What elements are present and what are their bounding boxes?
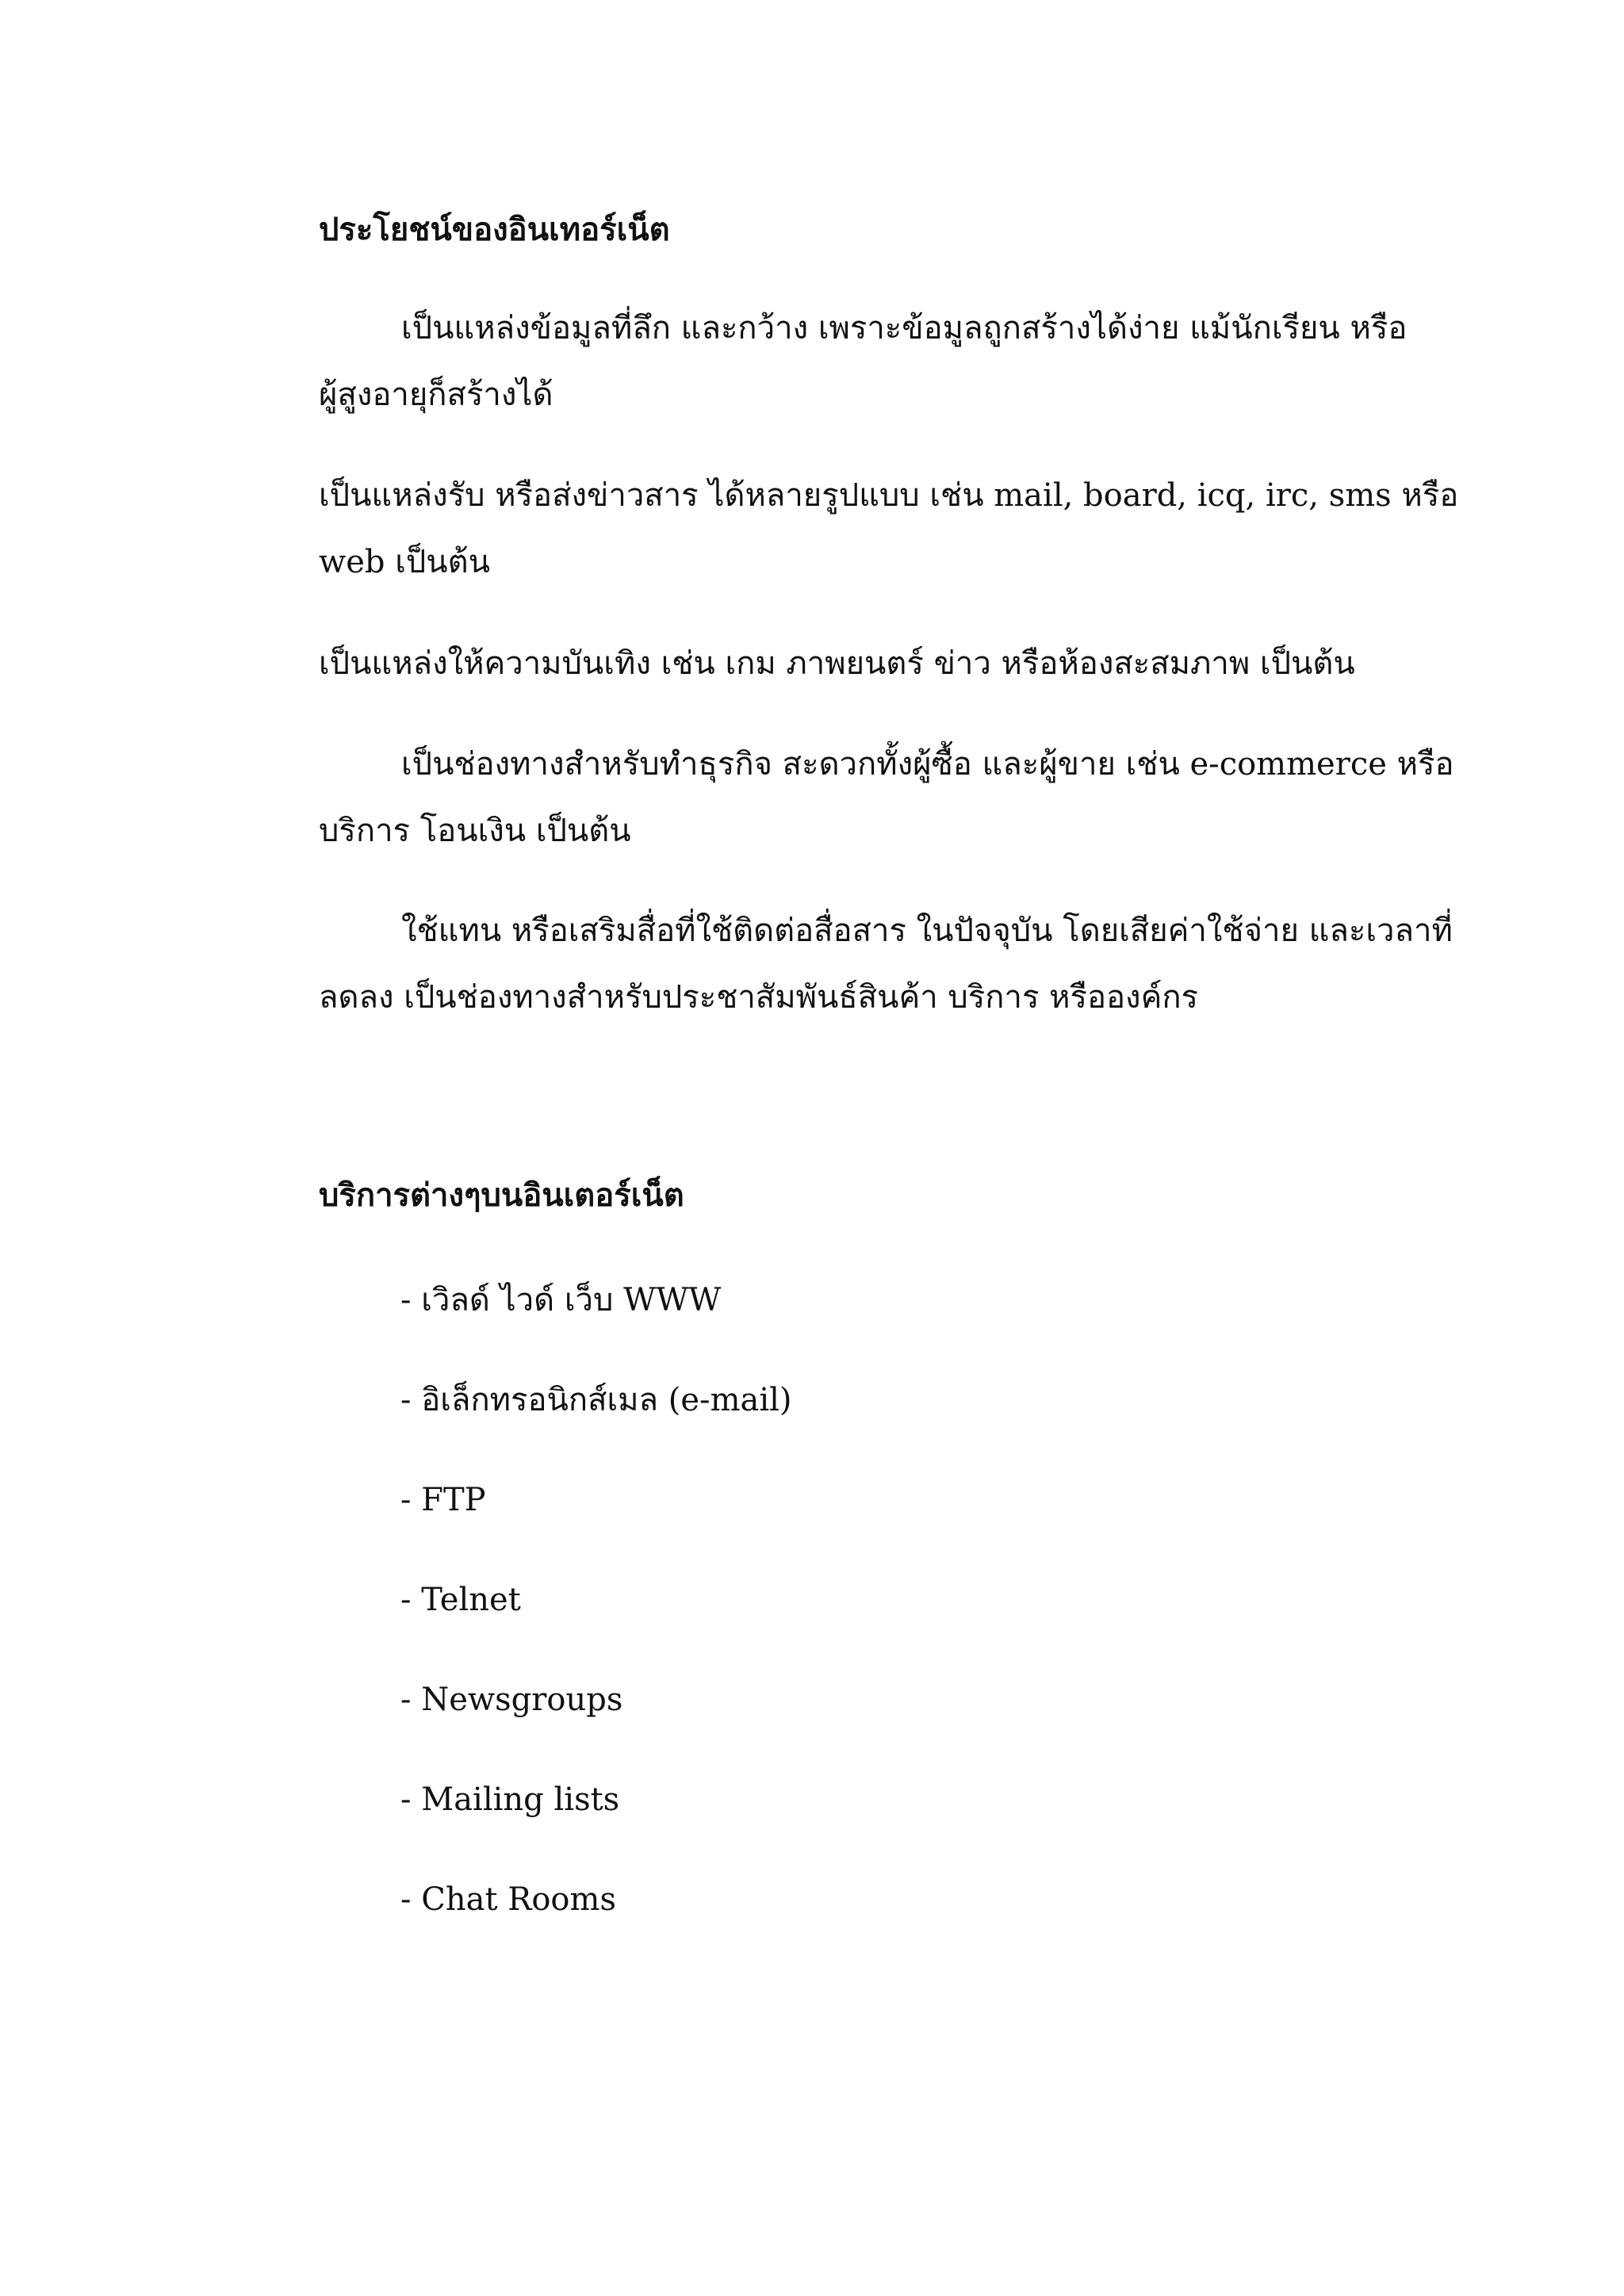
paragraph-line: เป็นแหล่งรับ หรือส่งข่าวสาร ได้หลายรูปแบบ เช่น mail, board, icq, irc, sms หรือ	[319, 477, 1459, 514]
paragraph-line: เป็นแหล่งข้อมูลที่ลึก และกว้าง เพราะข้อมูลถูกสร้างได้ง่าย แม้นักเรียน หรือ	[401, 310, 1408, 346]
paragraph-benefit-1	[319, 295, 1429, 428]
list-item: - เวิลด์ ไวด์ เว็บ WWW	[400, 1282, 722, 1318]
paragraph-line: เป็นแหล่งให้ความบันเทิง เช่น เกม ภาพยนตร์ ข่าว หรือห้องสะสมภาพ เป็นต้น	[319, 645, 1355, 682]
paragraph-line: บริการ โอนเงิน เป็นต้น	[319, 813, 631, 849]
list-item: - Chat Rooms	[400, 1881, 616, 1918]
section-heading-benefits: ประโยชน์ของอินเทอร์เน็ต	[319, 211, 670, 248]
paragraph-benefit-5	[319, 897, 1453, 1031]
section-heading-services: บริการต่างๆบนอินเตอร์เน็ต	[319, 1177, 684, 1214]
paragraph-benefit-2	[319, 462, 1459, 595]
paragraph-benefit-3	[319, 630, 1429, 697]
list-item: - Mailing lists	[400, 1781, 620, 1818]
list-item: - Telnet	[400, 1582, 521, 1618]
paragraph-line: ลดลง เป็นช่องทางสำหรับประชาสัมพันธ์สินค้า บริการ หรือองค์กร	[319, 979, 1199, 1016]
list-item: - อิเล็กทรอนิกส์เมล (e-mail)	[400, 1382, 792, 1418]
paragraph-benefit-4	[319, 731, 1454, 864]
list-item: - FTP	[400, 1482, 486, 1518]
list-item: - Newsgroups	[400, 1682, 623, 1718]
paragraph-line: ผู้สูงอายุก็สร้างได้	[319, 377, 553, 413]
paragraph-line: เป็นช่องทางสำหรับทำธุรกิจ สะดวกทั้งผู้ซื้อ และผู้ขาย เช่น e-commerce หรือ	[401, 746, 1454, 783]
paragraph-line: ใช้แทน หรือเสริมสื่อที่ใช้ติดต่อสื่อสาร ในปัจจุบัน โดยเสียค่าใช้จ่าย และเวลาที่	[401, 913, 1453, 949]
paragraph-line: web เป็นต้น	[319, 544, 490, 580]
